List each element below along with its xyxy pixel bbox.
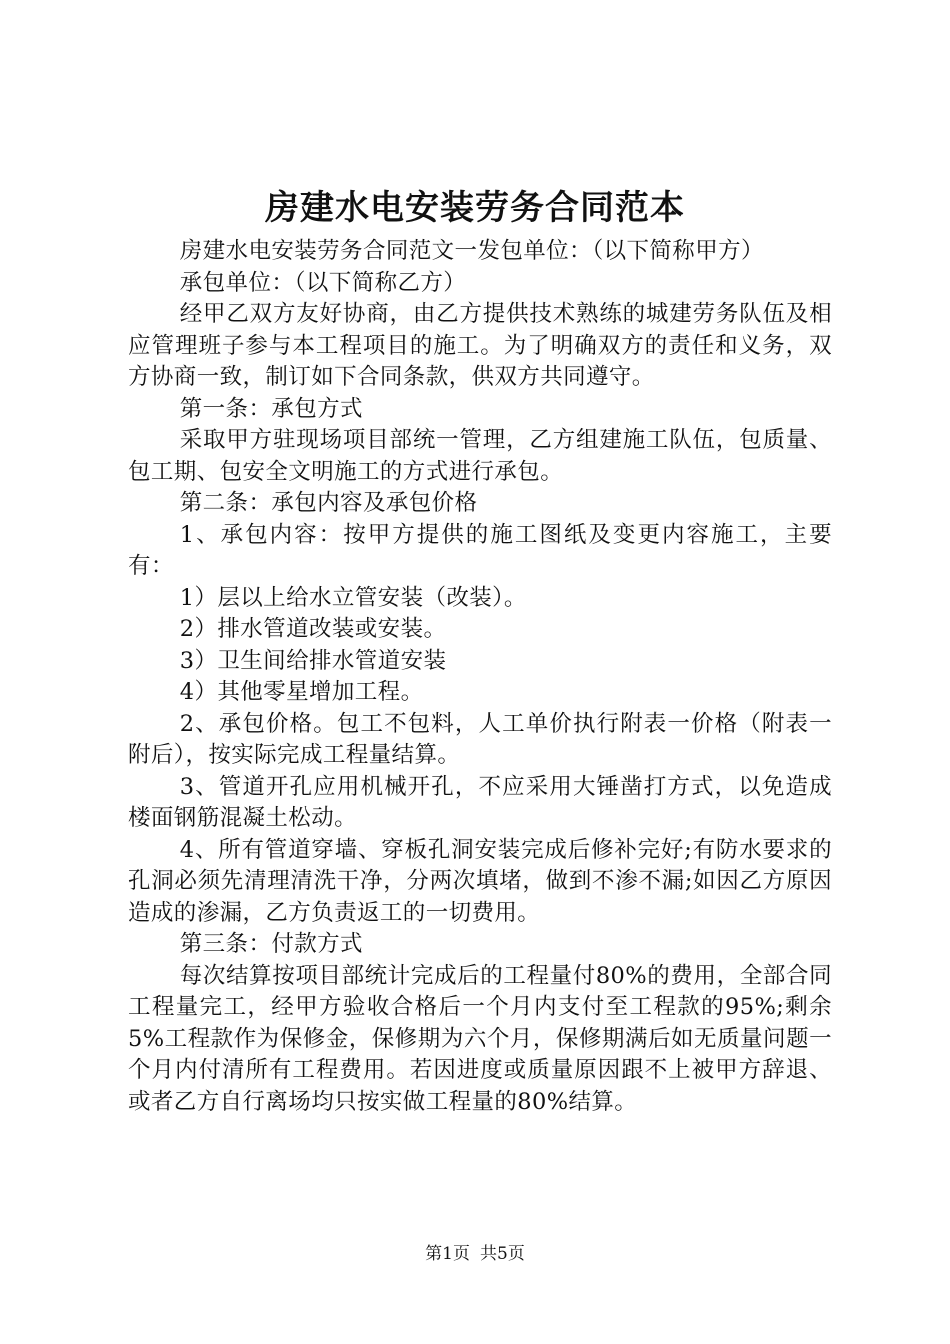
paragraph-intro: 房建水电安装劳务合同范文一发包单位：（以下简称甲方） [179, 238, 764, 264]
article-3-heading: 第三条：付款方式 [179, 931, 363, 957]
article-2-item-2: 2、承包价格。包工不包料，人工单价执行附表一价格（附表一附后），按实际完成工程量结算。 [128, 710, 832, 768]
article-2-subitem-2: 2）排水管道改装或安装。 [179, 616, 447, 642]
page-total: 共5页 [480, 1244, 525, 1264]
article-2-subitem-3: 3）卫生间给排水管道安装 [179, 647, 447, 674]
article-1-text: 采取甲方驻现场项目部统一管理，乙方组建施工队伍，包质量、包工期、包安全文明施工的方式进行承包。 [128, 427, 832, 485]
article-1-heading: 第一条：承包方式 [179, 395, 363, 422]
paragraph-agreement: 经甲乙双方友好协商，由乙方提供技术熟练的城建劳务队伍及相应管理班子参与本工程项目的施工。为了明确双方的责任和义务，双方协商一致，制订如下合同条款，供双方共同遵守。 [128, 301, 832, 390]
article-2-heading: 第二条：承包内容及承包价格 [179, 490, 478, 516]
page-footer [0, 1242, 950, 1266]
paragraph-contractor: 承包单位：（以下简称乙方） [179, 269, 467, 296]
article-2-item-1: 1、承包内容：按甲方提供的施工图纸及变更内容施工，主要有： [128, 521, 832, 579]
document-title: 房建水电安装劳务合同范本 [265, 188, 685, 228]
document-body [128, 236, 832, 1118]
page-number: 第1页 [425, 1244, 470, 1264]
article-3-text: 每次结算按项目部统计完成后的工程量付80%的费用，全部合同工程量完工，经甲方验收合格后一个月内支付至工程款的95%;剩余5%工程款作为保修金，保修期为六个月，保修期满后如无质量问题一个月内付清所有工程费用。若因进度或质量原因跟不上被甲方辞退、或者乙方自行离场均只按实做工程量的80%结算。 [128, 962, 832, 1115]
article-2-item-4: 4、所有管道穿墙、穿板孔洞安装完成后修补完好;有防水要求的孔洞必须先清理清洗干净，分两次填堵，做到不渗不漏;如因乙方原因造成的渗漏，乙方负责返工的一切费用。 [128, 836, 832, 926]
article-2-subitem-4: 4）其他零星增加工程。 [179, 679, 424, 705]
article-2-subitem-1: 1）层以上给水立管安装（改装）。 [179, 584, 527, 611]
article-2-item-3: 3、管道开孔应用机械开孔，不应采用大锤凿打方式，以免造成楼面钢筋混凝土松动。 [128, 773, 832, 831]
